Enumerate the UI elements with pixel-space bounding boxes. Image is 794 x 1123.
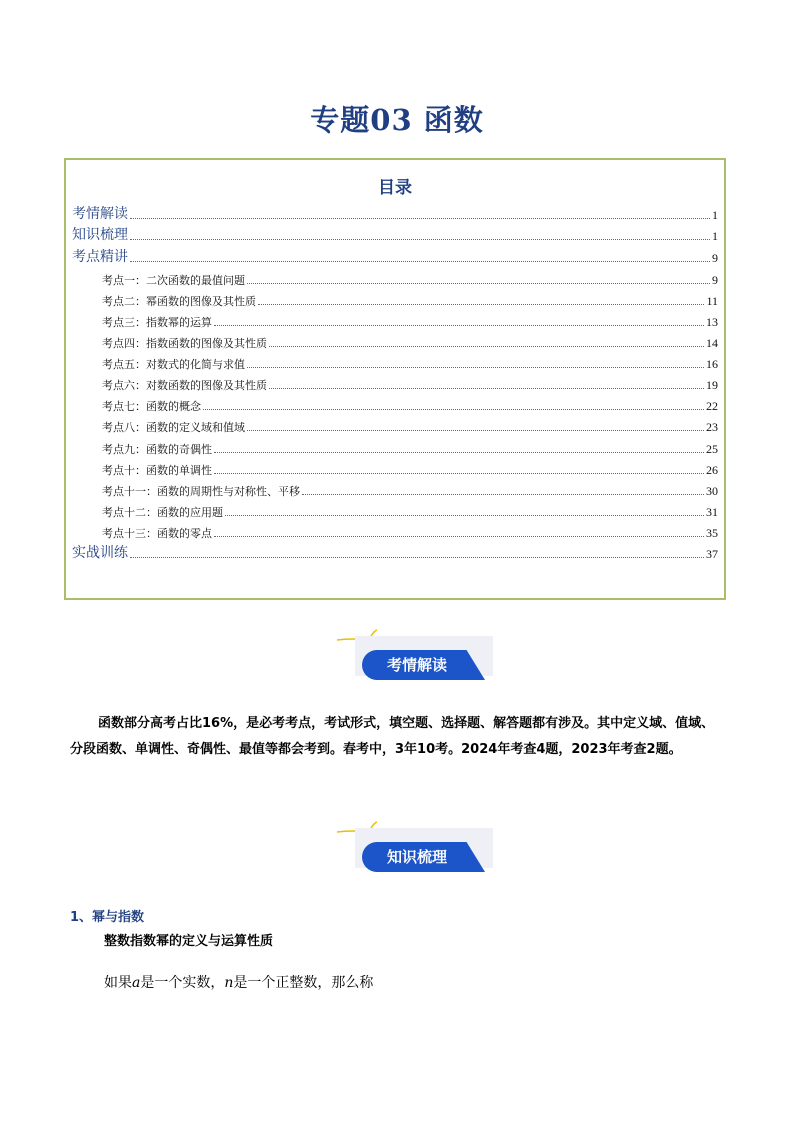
toc-entry-label: 考点三：指数幂的运算 — [102, 316, 212, 329]
table-of-contents — [64, 158, 726, 600]
toc-entry-label: 考点二：幂函数的图像及其性质 — [102, 295, 256, 308]
page-title: 专题03 函数 — [310, 103, 484, 137]
toc-entry[interactable] — [72, 521, 718, 541]
toc-entry[interactable] — [72, 394, 718, 414]
toc-entry[interactable] — [72, 224, 718, 244]
section-subheading: 整数指数幂的定义与运算性质 — [104, 934, 274, 949]
toc-entry-page: 35 — [706, 526, 718, 540]
banner-analysis-label: 考情解读 — [386, 656, 447, 674]
toc-entry-label: 考点一：二次函数的最值问题 — [102, 274, 245, 287]
toc-entry[interactable] — [72, 246, 718, 266]
toc-leader-dots — [225, 515, 704, 516]
toc-entry-page: 31 — [706, 505, 718, 519]
toc-entry-label: 考点七：函数的概念 — [102, 400, 201, 413]
toc-leader-dots — [130, 261, 710, 262]
toc-leader-dots — [130, 239, 710, 240]
toc-entry-label: 考点六：对数函数的图像及其性质 — [102, 379, 267, 392]
toc-entry-label: 实战训练 — [72, 545, 128, 561]
toc-leader-dots — [130, 218, 710, 219]
toc-leader-dots — [214, 452, 704, 453]
toc-entry[interactable] — [72, 458, 718, 478]
toc-leader-dots — [203, 409, 704, 410]
var-n: n — [224, 975, 234, 991]
toc-entry-label: 考情解读 — [72, 206, 128, 222]
toc-entry-page: 30 — [706, 484, 718, 498]
toc-entry-page: 23 — [706, 420, 718, 434]
toc-entry[interactable] — [72, 500, 718, 520]
toc-entry-page: 14 — [706, 336, 718, 350]
toc-entry-label: 知识梳理 — [72, 227, 128, 243]
toc-leader-dots — [258, 304, 704, 305]
toc-leader-dots — [130, 557, 704, 558]
toc-entry[interactable] — [72, 352, 718, 372]
toc-leader-dots — [247, 367, 704, 368]
toc-entry-label: 考点十二：函数的应用题 — [102, 506, 223, 519]
toc-entry-page: 9 — [712, 251, 718, 265]
toc-entry-label: 考点十一：函数的周期性与对称性、平移 — [102, 485, 300, 498]
banner-knowledge — [337, 820, 497, 880]
toc-entry[interactable] — [72, 310, 718, 330]
body-line — [104, 972, 373, 992]
toc-leader-dots — [302, 494, 704, 495]
section-heading: 1、幂与指数 — [70, 910, 145, 925]
toc-entry[interactable] — [72, 331, 718, 351]
toc-leader-dots — [247, 283, 710, 284]
toc-leader-dots — [214, 325, 704, 326]
toc-entry-label: 考点四：指数函数的图像及其性质 — [102, 337, 267, 350]
toc-entry-label: 考点十：函数的单调性 — [102, 464, 212, 477]
toc-leader-dots — [269, 346, 704, 347]
toc-entry[interactable] — [72, 289, 718, 309]
banner-analysis — [337, 628, 497, 688]
toc-leader-dots — [247, 430, 704, 431]
toc-entry-page: 9 — [712, 273, 718, 287]
analysis-paragraph: 函数部分高考占比16%，是必考考点，考试形式，填空题、选择题、解答题都有涉及。其中定义域、值域、分段函数、单调性、奇偶性、最值等都会考到。春考中，3年10考。2024年考查4题，2023年考查2题。 — [70, 716, 715, 757]
toc-entry-page: 37 — [706, 547, 718, 561]
toc-entry[interactable] — [72, 373, 718, 393]
toc-entry-label: 考点十三：函数的零点 — [102, 527, 212, 540]
line-suffix: 是一个正整数，那么称 — [233, 975, 374, 991]
toc-entry-label: 考点五：对数式的化简与求值 — [102, 358, 245, 371]
toc-entry-page: 13 — [706, 315, 718, 329]
toc-entry-label: 考点九：函数的奇偶性 — [102, 443, 212, 456]
banner-knowledge-label: 知识梳理 — [386, 848, 447, 866]
toc-entry[interactable] — [72, 437, 718, 457]
toc-entry-page: 1 — [712, 208, 718, 222]
toc-leader-dots — [214, 473, 704, 474]
toc-entry-page: 1 — [712, 229, 718, 243]
toc-leader-dots — [269, 388, 704, 389]
toc-entry-label: 考点精讲 — [72, 249, 128, 265]
toc-entry[interactable] — [72, 415, 718, 435]
toc-entry-page: 19 — [706, 378, 718, 392]
line-prefix: 如果 — [104, 975, 132, 991]
toc-heading: 目录 — [378, 178, 412, 198]
line-mid: 是一个实数， — [140, 975, 225, 991]
toc-entry[interactable] — [72, 268, 718, 288]
toc-entry-page: 26 — [706, 463, 718, 477]
toc-entry-page: 22 — [706, 399, 718, 413]
toc-leader-dots — [214, 536, 704, 537]
toc-entry[interactable] — [72, 542, 718, 562]
toc-entry-page: 25 — [706, 442, 718, 456]
toc-entry-label: 考点八：函数的定义域和值域 — [102, 421, 245, 434]
toc-entry[interactable] — [72, 203, 718, 223]
var-a: a — [132, 975, 141, 991]
toc-entry[interactable] — [72, 479, 718, 499]
toc-entry-page: 11 — [706, 294, 718, 308]
toc-entry-page: 16 — [706, 357, 718, 371]
